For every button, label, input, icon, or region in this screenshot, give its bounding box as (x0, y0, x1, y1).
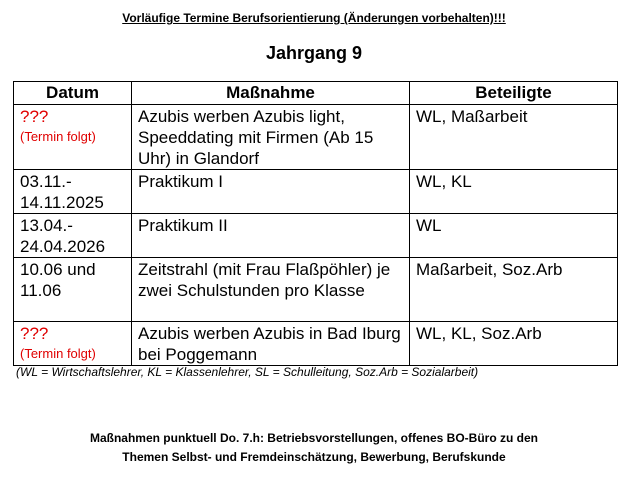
participants-cell: WL, KL, Soz.Arb (410, 322, 618, 366)
participants-cell: Maßarbeit, Soz.Arb (410, 258, 618, 322)
footer-line: Themen Selbst- und Fremdeinschätzung, Bewerbung, Berufskunde (122, 450, 506, 464)
measure-cell: Zeitstrahl (mit Frau Flaßpöhler) je zwei Schulstunden pro Klasse (132, 258, 410, 322)
abbreviation-legend: (WL = Wirtschaftslehrer, KL = Klassenlehrer, SL = Schulleitung, Soz.Arb = Sozialarbeit) (16, 365, 479, 379)
document-heading: Vorläufige Termine Berufsorientierung (Änderungen vorbehalten)!!! (122, 11, 506, 25)
column-header-massnahme: Maßnahme (132, 82, 410, 105)
year-group-title: Jahrgang 9 (265, 43, 363, 63)
table-row (14, 258, 618, 322)
participants-cell: WL, KL (410, 170, 618, 214)
date-cell (14, 322, 132, 366)
date-cell: 10.06 und 11.06 (14, 258, 132, 322)
date-note: (Termin folgt) (20, 129, 96, 144)
table-row (14, 322, 618, 366)
measure-cell: Azubis werben Azubis in Bad Iburg bei Poggemann (132, 322, 410, 366)
table-row (14, 105, 618, 170)
table-row (14, 170, 618, 214)
measure-cell: Praktikum II (132, 214, 410, 258)
date-tbd: ??? (20, 324, 49, 343)
participants-cell: WL (410, 214, 618, 258)
footer-note (0, 429, 628, 467)
date-note: (Termin folgt) (20, 346, 96, 361)
table-header-row (14, 82, 618, 105)
participants-cell: WL, Maßarbeit (410, 105, 618, 170)
date-cell (14, 105, 132, 170)
schedule-table (13, 81, 618, 366)
measure-cell: Azubis werben Azubis light, Speeddating mit Firmen (Ab 15 Uhr) in Glandorf (132, 105, 410, 170)
date-cell: 03.11.- 14.11.2025 (14, 170, 132, 214)
column-header-datum: Datum (14, 82, 132, 105)
measure-cell: Praktikum I (132, 170, 410, 214)
table-row (14, 214, 618, 258)
column-header-beteiligte: Beteiligte (410, 82, 618, 105)
date-cell: 13.04.- 24.04.2026 (14, 214, 132, 258)
footer-line: Maßnahmen punktuell Do. 7.h: Betriebsvorstellungen, offenes BO-Büro zu den (89, 431, 539, 445)
date-tbd: ??? (20, 107, 49, 126)
